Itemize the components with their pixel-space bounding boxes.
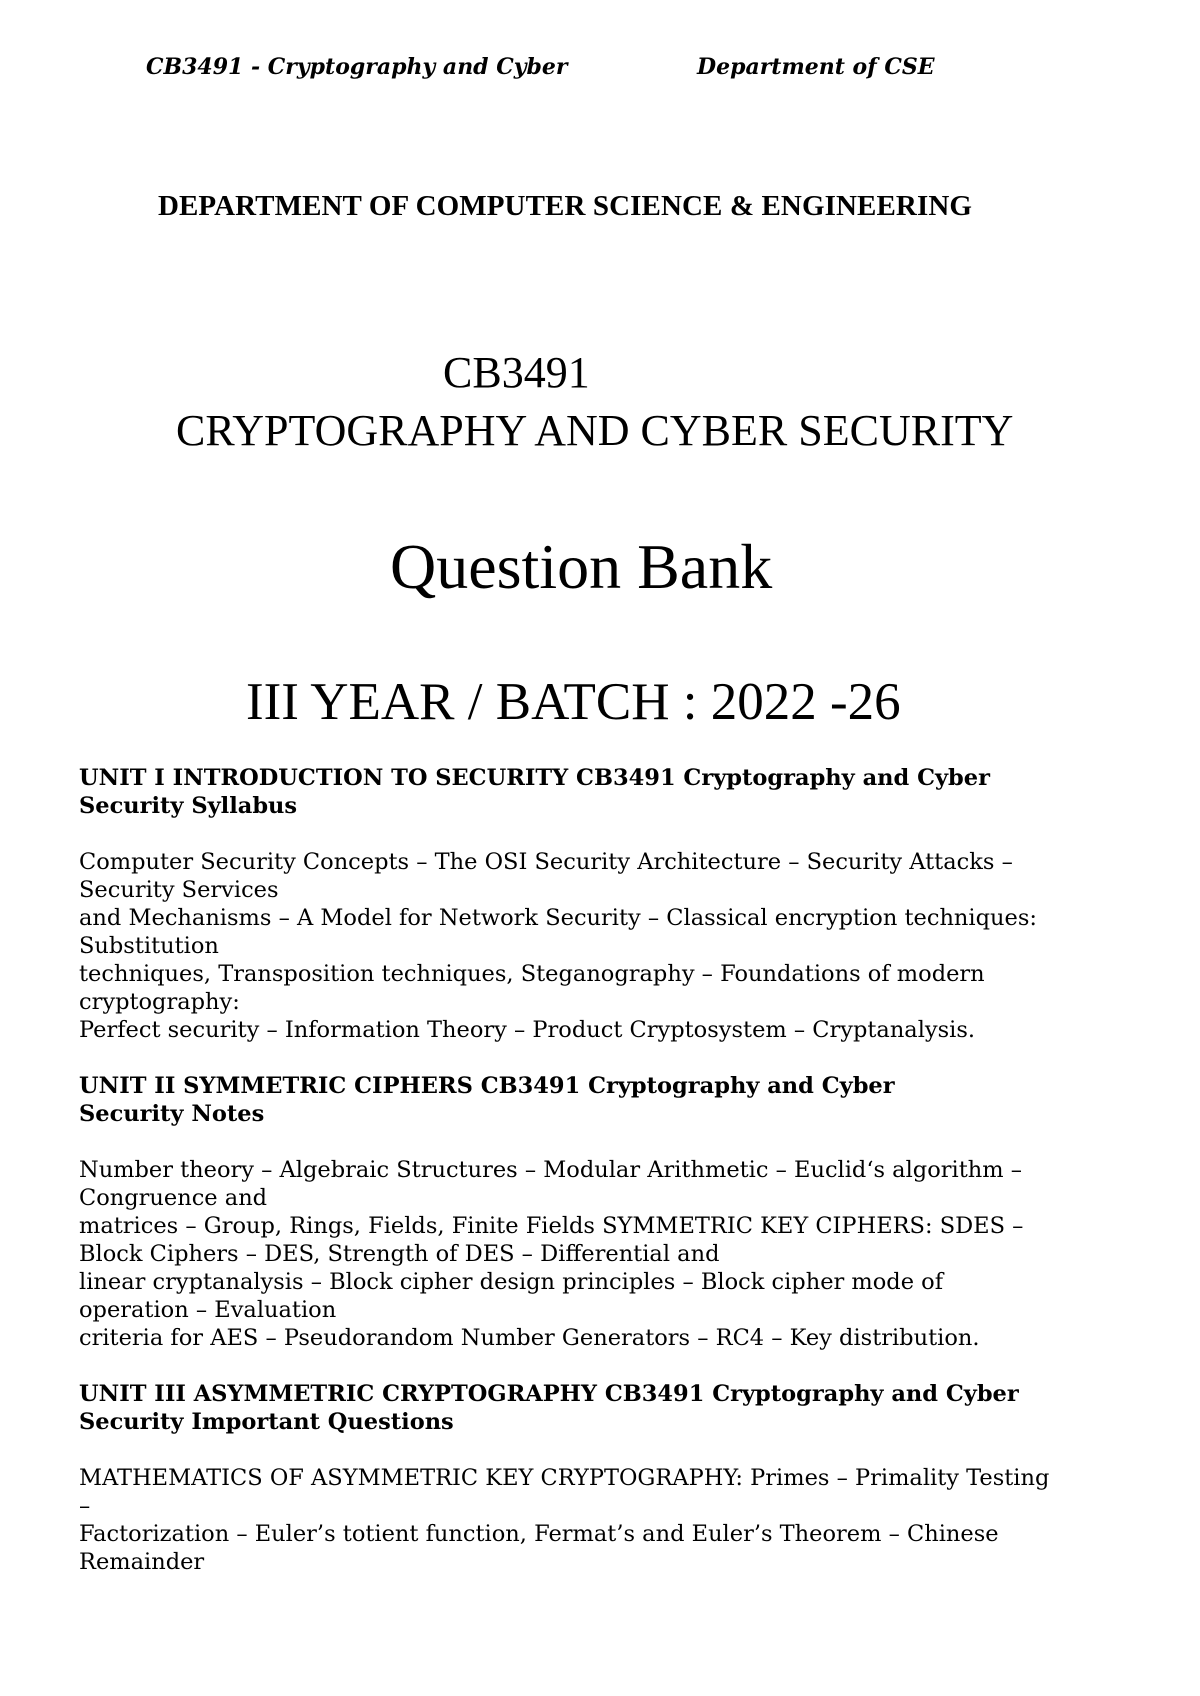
unit-body-line: cryptography: (79, 989, 240, 1015)
unit-body-line: MATHEMATICS OF ASYMMETRIC KEY CRYPTOGRAPHY: Primes – Primality Testing (79, 1465, 1050, 1491)
header-department: Department of CSE (697, 54, 935, 80)
unit-body-line: techniques, Transposition techniques, Steganography – Foundations of modern (79, 961, 985, 987)
unit-body-line: Factorization – Euler’s totient function, Fermat’s and Euler’s Theorem – Chinese (79, 1521, 999, 1547)
units-section (79, 764, 1149, 1604)
unit-body-line: criteria for AES – Pseudorandom Number Generators – RC4 – Key distribution. (79, 1325, 980, 1351)
running-header (146, 54, 935, 80)
unit-heading-line: Security Important Questions (79, 1409, 454, 1435)
course-code: CB3491 (443, 348, 590, 397)
unit-heading-line: Security Syllabus (79, 793, 298, 819)
unit-body-line: linear cryptanalysis – Block cipher design principles – Block cipher mode of (79, 1269, 944, 1295)
unit-body-line: Block Ciphers – DES, Strength of DES – Differential and (79, 1241, 720, 1267)
unit-heading (79, 1380, 1149, 1436)
unit-heading-line: UNIT II SYMMETRIC CIPHERS CB3491 Cryptography and Cyber (79, 1073, 895, 1099)
unit-heading (79, 764, 1149, 820)
unit-section (79, 1380, 1149, 1576)
unit-body-line: Computer Security Concepts – The OSI Security Architecture – Security Attacks – (79, 849, 1013, 875)
unit-heading (79, 1072, 1149, 1128)
course-name: CRYPTOGRAPHY AND CYBER SECURITY (176, 406, 1014, 455)
unit-body-line: Substitution (79, 933, 219, 959)
unit-section (79, 764, 1149, 1044)
header-course: CB3491 - Cryptography and Cyber (146, 54, 568, 80)
unit-body-line: matrices – Group, Rings, Fields, Finite Fields SYMMETRIC KEY CIPHERS: SDES – (79, 1213, 1024, 1239)
unit-body-line: and Mechanisms – A Model for Network Security – Classical encryption techniques: (79, 905, 1037, 931)
unit-body (79, 848, 1149, 1044)
unit-body-line: – (79, 1493, 91, 1519)
year-batch: III YEAR / BATCH : 2022 -26 (246, 673, 901, 731)
document-title: Question Bank (390, 531, 773, 602)
unit-heading-line: Security Notes (79, 1101, 265, 1127)
unit-heading-line: UNIT III ASYMMETRIC CRYPTOGRAPHY CB3491 Cryptography and Cyber (79, 1381, 1019, 1407)
unit-body-line: Security Services (79, 877, 279, 903)
unit-body-line: Congruence and (79, 1185, 268, 1211)
unit-body (79, 1464, 1149, 1576)
department-title: DEPARTMENT OF COMPUTER SCIENCE & ENGINEERING (157, 190, 973, 222)
unit-body-line: Remainder (79, 1549, 205, 1575)
unit-body (79, 1156, 1149, 1352)
unit-body-line: operation – Evaluation (79, 1297, 337, 1323)
unit-body-line: Perfect security – Information Theory – Product Cryptosystem – Cryptanalysis. (79, 1017, 976, 1043)
unit-heading-line: UNIT I INTRODUCTION TO SECURITY CB3491 Cryptography and Cyber (79, 765, 990, 791)
unit-section (79, 1072, 1149, 1352)
unit-body-line: Number theory – Algebraic Structures – Modular Arithmetic – Euclid‘s algorithm – (79, 1157, 1022, 1183)
